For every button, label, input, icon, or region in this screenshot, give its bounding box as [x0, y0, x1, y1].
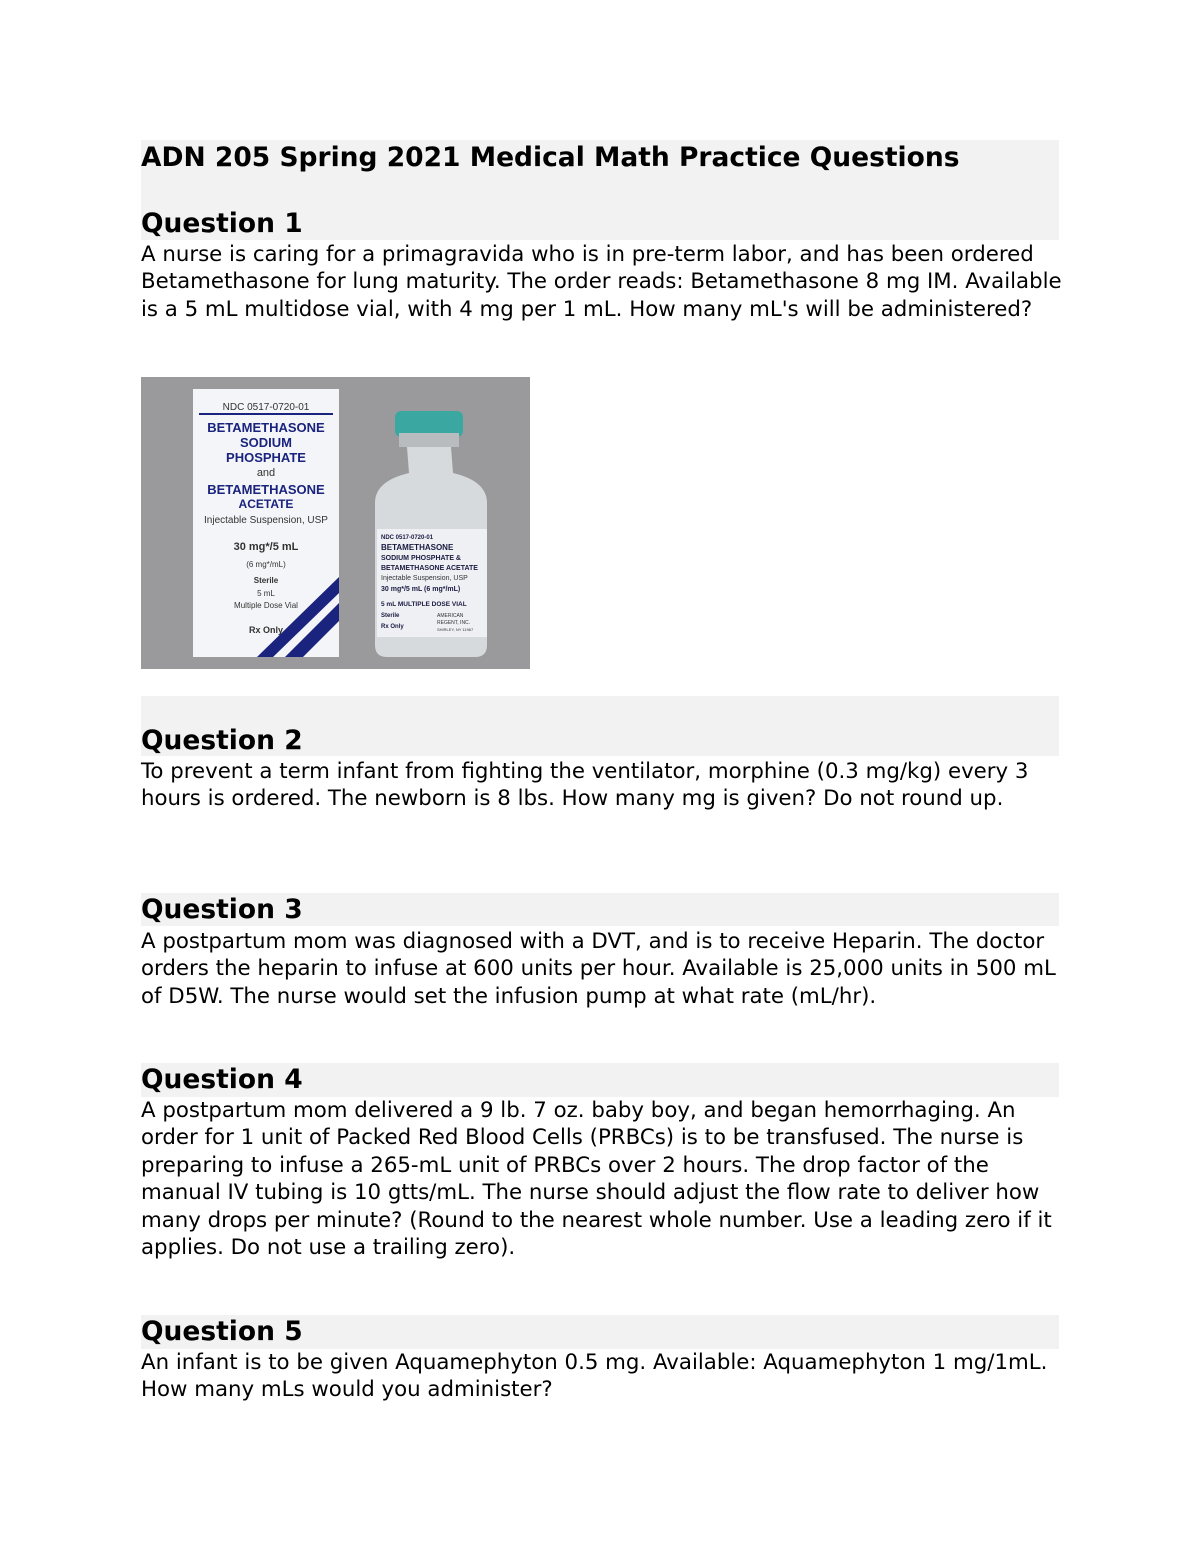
vial-line-5: 30 mg*/5 mL (6 mg*/mL)	[381, 586, 461, 593]
vial-line-7: Sterile	[381, 613, 400, 619]
question-2-heading: Question 2	[141, 725, 303, 756]
vial-line-6: 5 mL MULTIPLE DOSE VIAL	[381, 601, 467, 608]
vial-maker-2: REGENT, INC.	[437, 620, 471, 626]
carton-concentration: (6 mg*/mL)	[246, 560, 286, 569]
question-1-heading: Question 1	[141, 208, 303, 239]
vial-line-2: SODIUM PHOSPHATE &	[381, 555, 461, 562]
vial-maker-3: SHIRLEY, NY 11967	[437, 627, 474, 632]
vial-ndc: NDC 0517-0720-01	[381, 535, 434, 541]
question-4-text: A postpartum mom delivered a 9 lb. 7 oz. baby boy, and began hemorrhaging. An order for 1 unit of Packed Red Blood Cells (PRBCs) is to be transfused. The nurse is preparing to infuse a 265-mL unit of PRBCs over 2 hours. The drop factor of the manual IV tubing is 10 gtts/mL. The nurse should adjust the flow rate to deliver how many drops per minute? (Round to the nearest whole number. Use a leading zero if it applies. Do not use a trailing zero).	[141, 1098, 1052, 1261]
question-5-heading: Question 5	[141, 1316, 303, 1347]
betamethasone-product-photo	[141, 377, 530, 669]
carton-drug-line-1: BETAMETHASONE	[207, 420, 325, 435]
carton-drug2-line-2: ACETATE	[238, 497, 294, 511]
vial-maker-1: AMERICAN	[437, 613, 464, 619]
question-4-heading: Question 4	[141, 1064, 303, 1095]
page-title: ADN 205 Spring 2021 Medical Math Practice Questions	[141, 142, 960, 173]
carton-drug2-line-1: BETAMETHASONE	[207, 482, 325, 497]
vial-line-3: BETAMETHASONE ACETATE	[381, 565, 478, 572]
question-2-text: To prevent a term infant from fighting the ventilator, morphine (0.3 mg/kg) every 3 hours is ordered. The newborn is 8 lbs. How many mg is given? Do not round up.	[141, 759, 1029, 812]
question-1-text: A nurse is caring for a primagravida who is in pre-term labor, and has been ordered Betamethasone for lung maturity. The order reads: Betamethasone 8 mg IM. Available is a 5 mL multidose vial, with 4 mg per 1 mL. How many mL's will be administered?	[141, 242, 1062, 322]
carton-and: and	[256, 467, 276, 479]
carton-rx: Rx Only	[248, 625, 284, 635]
question-5-text: An infant is to be given Aquamephyton 0.5 mg. Available: Aquamephyton 1 mg/1mL. How many mLs would you administer?	[141, 1350, 1048, 1403]
carton-drug-line-3: PHOSPHATE	[226, 450, 306, 465]
carton-volume: 5 mL	[257, 589, 275, 598]
carton-sterile: Sterile	[253, 576, 279, 585]
medication-carton	[193, 389, 339, 657]
question-3-text: A postpartum mom was diagnosed with a DVT, and is to receive Heparin. The doctor orders the heparin to infuse at 600 units per hour. Available is 25,000 units in 500 mL of D5W. The nurse would set the infusion pump at what rate (mL/hr).	[141, 929, 1056, 1009]
carton-vial-type: Multiple Dose Vial	[234, 601, 298, 610]
vial-line-1: BETAMETHASONE	[381, 543, 454, 552]
carton-ndc: NDC 0517-0720-01	[222, 402, 310, 413]
vial-line-8: Rx Only	[381, 624, 404, 630]
carton-strength: 30 mg*/5 mL	[233, 541, 299, 553]
question-3-heading: Question 3	[141, 894, 303, 925]
vial-line-4: Injectable Suspension, USP	[381, 575, 468, 582]
carton-form: Injectable Suspension, USP	[204, 515, 328, 526]
carton-drug-line-2: SODIUM	[240, 435, 292, 450]
